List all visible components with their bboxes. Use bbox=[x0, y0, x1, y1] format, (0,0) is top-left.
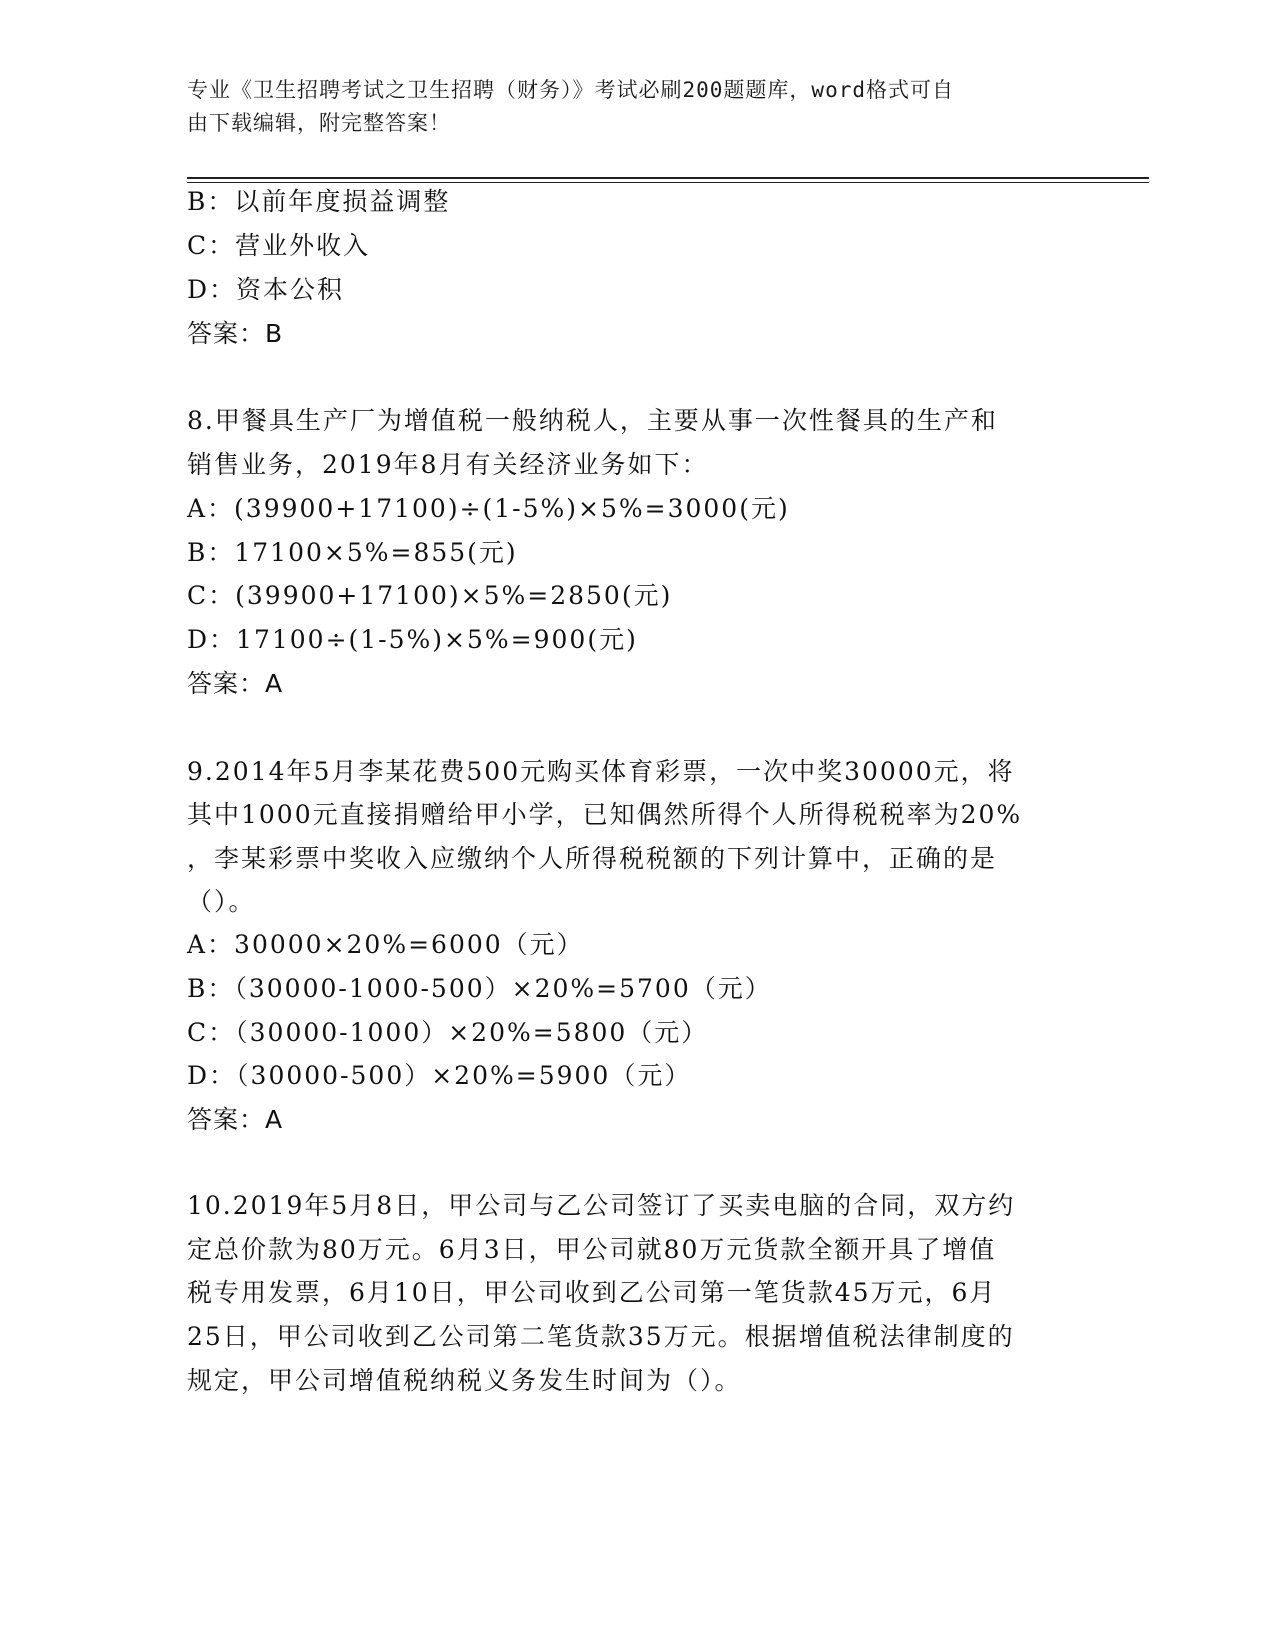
header-line-2: 由下载编辑，附完整答案！ bbox=[187, 111, 451, 135]
q8-option-a: A：(39900+17100)÷(1-5%)×5%=3000(元) bbox=[187, 494, 790, 523]
q8-stem-line-1: 8.甲餐具生产厂为增值税一般纳税人，主要从事一次性餐具的生产和 bbox=[187, 406, 998, 435]
q10-stem-line-2: 定总价款为80万元。6月3日，甲公司就80万元货款全额开具了增值 bbox=[187, 1235, 997, 1264]
q9-stem-line-2: 其中1000元直接捐赠给甲小学，已知偶然所得个人所得税税率为20% bbox=[187, 800, 1023, 829]
document-header bbox=[187, 74, 1067, 140]
q7-answer: 答案：B bbox=[187, 319, 284, 348]
q8-option-b: B：17100×5%=855(元) bbox=[187, 538, 518, 567]
header-line-1: 专业《卫生招聘考试之卫生招聘（财务）》考试必刷200题题库，word格式可自 bbox=[187, 78, 954, 102]
q7-option-b: B：以前年度损益调整 bbox=[187, 187, 451, 216]
q9-option-b: B：（30000-1000-500）×20%=5700（元） bbox=[187, 974, 772, 1003]
q9-option-a: A：30000×20%=6000（元） bbox=[187, 930, 584, 959]
q9-stem-line-4: （）。 bbox=[187, 887, 256, 916]
q8-option-c: C：(39900+17100)×5%=2850(元) bbox=[187, 581, 673, 610]
q9-option-d: D：（30000-500）×20%=5900（元） bbox=[187, 1061, 692, 1090]
q9-option-c: C：（30000-1000）×20%=5800（元） bbox=[187, 1018, 709, 1047]
q9-stem-line-1: 9.2014年5月李某花费500元购买体育彩票，一次中奖30000元，将 bbox=[187, 757, 1015, 786]
q8-stem-line-2: 销售业务，2019年8月有关经济业务如下： bbox=[187, 450, 709, 479]
q10-stem-line-5: 规定，甲公司增值税纳税义务发生时间为（）。 bbox=[187, 1366, 742, 1395]
q10-stem-line-4: 25日，甲公司收到乙公司第二笔货款35万元。根据增值税法律制度的 bbox=[187, 1322, 1015, 1351]
q10-stem-line-3: 税专用发票，6月10日，甲公司收到乙公司第一笔货款45万元，6月 bbox=[187, 1278, 997, 1307]
q10-stem-line-1: 10.2019年5月8日，甲公司与乙公司签订了买卖电脑的合同，双方约 bbox=[187, 1191, 1016, 1220]
q8-answer: 答案：A bbox=[187, 669, 284, 698]
q8-option-d: D：17100÷(1-5%)×5%=900(元) bbox=[187, 625, 638, 654]
q7-option-c: C：营业外收入 bbox=[187, 231, 371, 260]
q7-option-d: D：资本公积 bbox=[187, 275, 345, 304]
q9-answer: 答案：A bbox=[187, 1105, 284, 1134]
q9-stem-line-3: ，李某彩票中奖收入应缴纳个人所得税税额的下列计算中，正确的是 bbox=[187, 844, 998, 873]
